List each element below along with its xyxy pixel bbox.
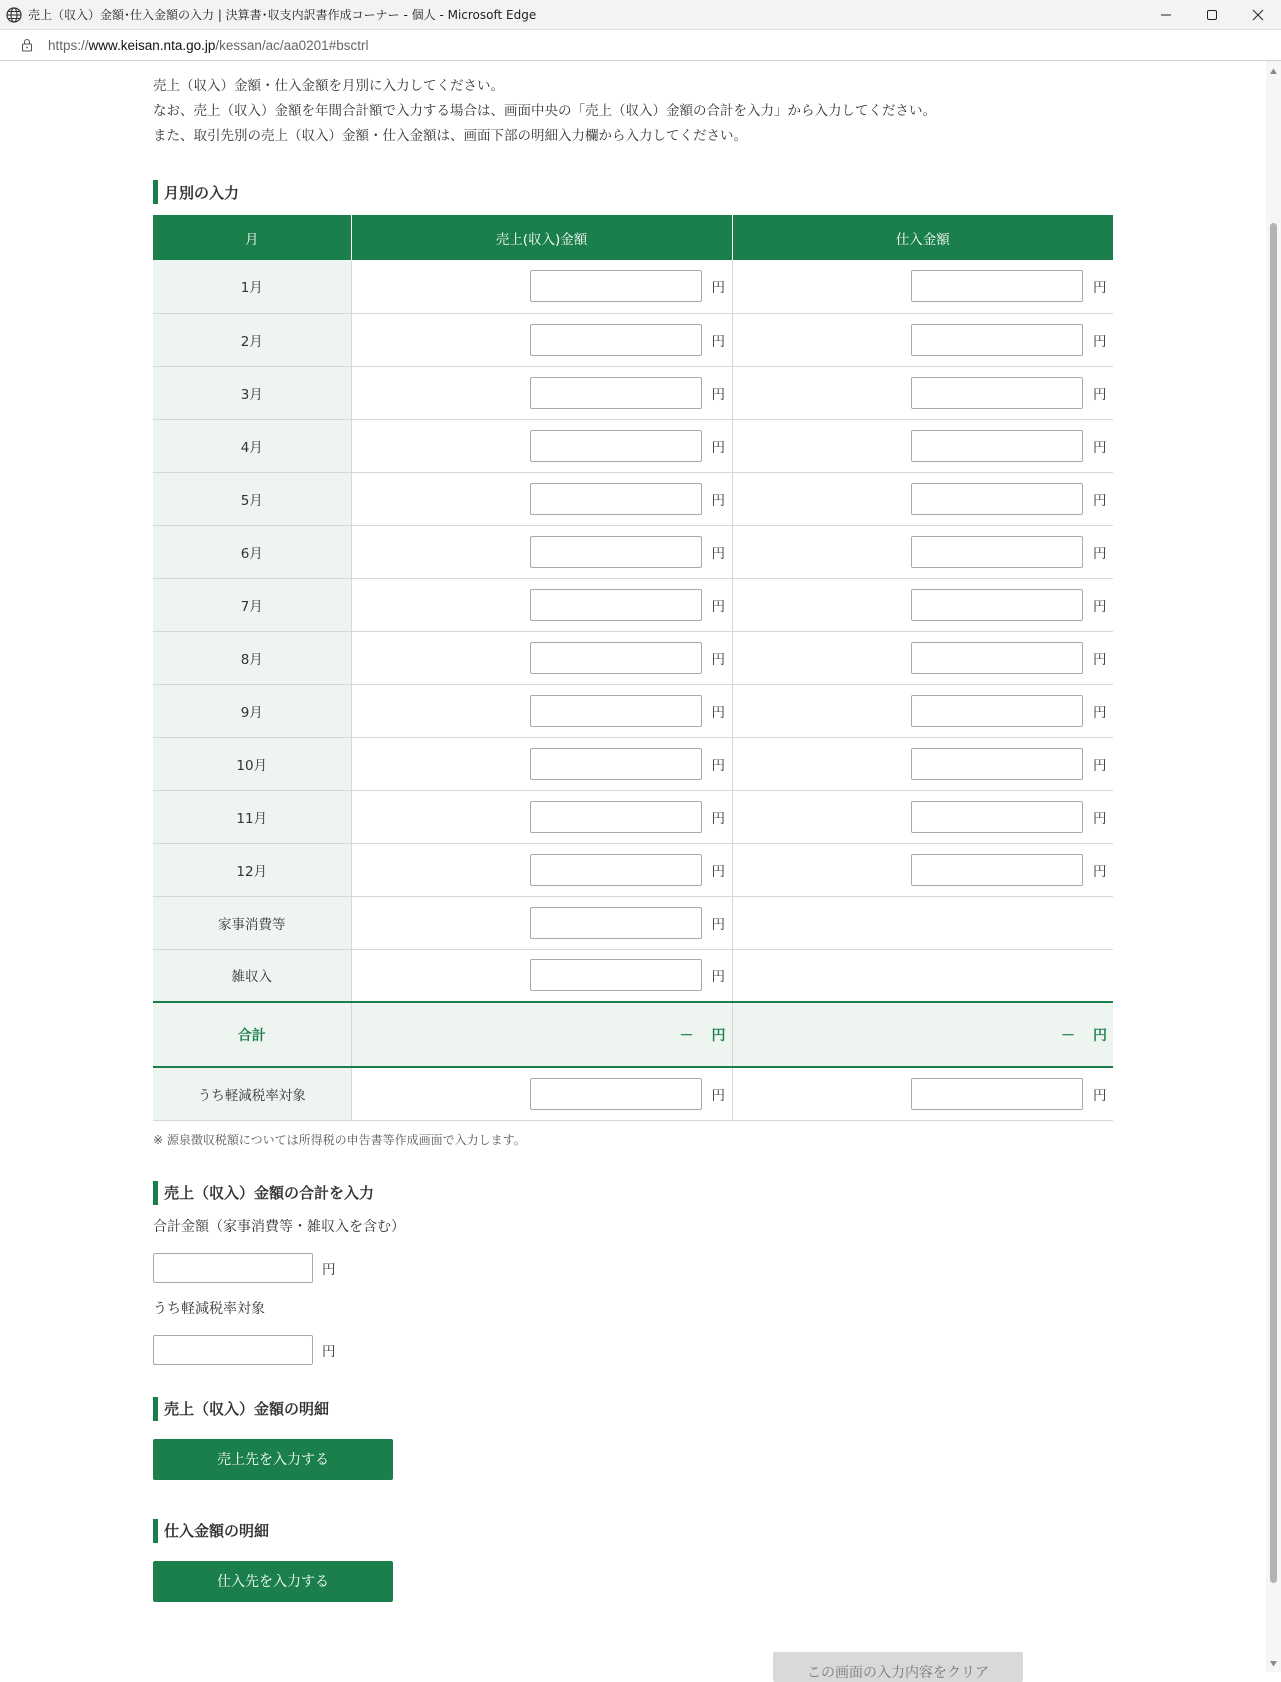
yen-unit: 円: [322, 1261, 336, 1278]
yen-unit: 円: [711, 916, 725, 933]
table-row: [153, 631, 1113, 684]
yen-unit: 円: [1093, 545, 1107, 562]
url-text[interactable]: [48, 38, 368, 53]
reduced-sales-input[interactable]: [530, 1078, 702, 1110]
total-amount-field: [153, 1253, 1113, 1283]
reduced-total-field: [153, 1335, 1113, 1365]
month-label: 2月: [153, 313, 351, 366]
sales-amount-input[interactable]: [530, 483, 702, 515]
reduced-sales-cell: [351, 1067, 732, 1120]
sales-amount-input[interactable]: [530, 324, 702, 356]
month-label: 8月: [153, 631, 351, 684]
table-row: [153, 313, 1113, 366]
purchase-amount-input[interactable]: [911, 536, 1083, 568]
month-label: 4月: [153, 419, 351, 472]
column-header-month: 月: [153, 215, 351, 260]
month-label: 9月: [153, 684, 351, 737]
yen-unit: 円: [1093, 280, 1107, 297]
intro-line-1: 売上（収入）金額・仕入金額を月別に入力してください。: [153, 78, 504, 94]
yen-unit: 円: [1093, 651, 1107, 668]
yen-unit: 円: [711, 969, 725, 986]
sales-cell: [351, 313, 732, 366]
url-host: www.keisan.nta.go.jp: [88, 37, 216, 53]
heading-accent-bar: [153, 1397, 158, 1421]
reduced-purchase-input[interactable]: [911, 1078, 1083, 1110]
scroll-up-icon[interactable]: [1269, 67, 1278, 76]
yen-unit: 円: [711, 280, 725, 297]
minimize-icon: [1160, 9, 1172, 21]
yen-unit: 円: [1093, 704, 1107, 721]
table-header-row: [153, 215, 1113, 260]
purchase-amount-input[interactable]: [911, 589, 1083, 621]
heading-accent-bar: [153, 1181, 158, 1205]
section-heading-sales-total: [153, 1181, 1113, 1205]
intro-text: [153, 74, 1113, 149]
sales-amount-input[interactable]: [530, 430, 702, 462]
purchase-cell: [732, 843, 1113, 896]
sales-amount-input[interactable]: [530, 642, 702, 674]
sales-cell: [351, 949, 732, 1002]
purchase-cell: [732, 525, 1113, 578]
yen-unit: 円: [1093, 492, 1107, 509]
sales-total-value: －: [679, 1027, 694, 1044]
reduced-purchase-cell: [732, 1067, 1113, 1120]
reduced-total-input[interactable]: [153, 1335, 313, 1365]
purchase-cell: [732, 631, 1113, 684]
maximize-icon: [1206, 9, 1218, 21]
purchase-cell: [732, 737, 1113, 790]
scroll-down-icon[interactable]: [1269, 1659, 1278, 1668]
table-row: [153, 472, 1113, 525]
column-header-sales: 売上(収入)金額: [351, 215, 732, 260]
month-label: 家事消費等: [153, 896, 351, 949]
yen-unit: 円: [711, 439, 725, 456]
month-label: 雑収入: [153, 949, 351, 1002]
month-label: 3月: [153, 366, 351, 419]
section-heading-monthly: [153, 180, 1113, 204]
sales-amount-input[interactable]: [530, 589, 702, 621]
purchase-amount-input[interactable]: [911, 748, 1083, 780]
yen-unit: 円: [1093, 333, 1107, 350]
purchase-cell: [732, 366, 1113, 419]
yen-unit: 円: [1093, 386, 1107, 403]
maximize-button[interactable]: [1189, 0, 1235, 30]
month-label: 7月: [153, 578, 351, 631]
purchase-cell: [732, 313, 1113, 366]
yen-unit: 円: [711, 333, 725, 350]
yen-unit: 円: [711, 492, 725, 509]
purchase-amount-input[interactable]: [911, 430, 1083, 462]
table-row: [153, 737, 1113, 790]
yen-unit: 円: [711, 651, 725, 668]
sales-cell: [351, 525, 732, 578]
purchase-cell: [732, 260, 1113, 313]
table-row: [153, 419, 1113, 472]
yen-unit: 円: [1093, 598, 1107, 615]
total-label: 合計: [153, 1002, 351, 1067]
sales-cell: [351, 472, 732, 525]
reduced-tax-label: うち軽減税率対象: [153, 1067, 351, 1120]
clear-inputs-button[interactable]: この画面の入力内容をクリア: [773, 1652, 1023, 1682]
section-heading-purchase-detail: [153, 1519, 1113, 1543]
sales-amount-input[interactable]: [530, 801, 702, 833]
purchase-cell: [732, 419, 1113, 472]
sales-cell: [351, 843, 732, 896]
withholding-note: ※ 源泉徴収税額については所得税の申告書等作成画面で入力します。: [153, 1132, 526, 1147]
yen-unit: 円: [1093, 810, 1107, 827]
table-row: [153, 578, 1113, 631]
url-scheme: https://: [48, 37, 89, 53]
table-row: [153, 896, 1113, 949]
reduced-tax-row: [153, 1067, 1113, 1120]
yen-unit: 円: [1093, 757, 1107, 774]
monthly-table: [153, 215, 1113, 1121]
sales-cell: [351, 366, 732, 419]
sales-total-cell: [351, 1002, 732, 1067]
total-amount-input[interactable]: [153, 1253, 313, 1283]
sales-amount-input[interactable]: [530, 695, 702, 727]
url-path: /kessan/ac/aa0201#bsctrl: [215, 37, 369, 53]
sales-cell: [351, 790, 732, 843]
sales-amount-input[interactable]: [530, 377, 702, 409]
sales-cell: [351, 419, 732, 472]
sales-cell: [351, 896, 732, 949]
table-row: [153, 684, 1113, 737]
yen-unit: 円: [1093, 439, 1107, 456]
sales-cell: [351, 578, 732, 631]
yen-unit: 円: [711, 1087, 725, 1104]
scrollbar-thumb[interactable]: [1270, 223, 1277, 1583]
purchase-amount-input[interactable]: [911, 801, 1083, 833]
heading-text: 売上（収入）金額の明細: [164, 1400, 330, 1418]
intro-line-2: なお、売上（収入）金額を年間合計額で入力する場合は、画面中央の「売上（収入）金額の合計を入力」から入力してください。: [153, 103, 936, 119]
month-label: 5月: [153, 472, 351, 525]
purchase-cell: [732, 949, 1113, 1002]
sales-cell: [351, 631, 732, 684]
purchase-amount-input[interactable]: [911, 270, 1083, 302]
purchase-total-cell: [732, 1002, 1113, 1067]
sales-cell: [351, 260, 732, 313]
yen-unit: 円: [1093, 1087, 1107, 1104]
intro-line-3: また、取引先別の売上（収入）金額・仕入金額は、画面下部の明細入力欄から入力してください。: [153, 128, 747, 144]
yen-unit: 円: [711, 863, 725, 880]
sales-amount-input[interactable]: [530, 959, 702, 991]
yen-unit: 円: [711, 545, 725, 562]
yen-unit: 円: [322, 1343, 336, 1360]
yen-unit: 円: [711, 704, 725, 721]
reduced-total-label: うち軽減税率対象: [153, 1300, 265, 1317]
yen-unit: 円: [711, 810, 725, 827]
sales-amount-input[interactable]: [530, 748, 702, 780]
table-row: [153, 260, 1113, 313]
table-row: [153, 790, 1113, 843]
enter-suppliers-button[interactable]: 仕入先を入力する: [153, 1561, 393, 1602]
total-amount-label: 合計金額（家事消費等・雑収入を含む）: [153, 1218, 405, 1235]
address-bar[interactable]: [0, 30, 1281, 61]
lock-icon[interactable]: [20, 38, 34, 52]
purchase-amount-input[interactable]: [911, 642, 1083, 674]
yen-unit: 円: [711, 386, 725, 403]
globe-icon: [6, 7, 22, 23]
sales-cell: [351, 684, 732, 737]
month-label: 6月: [153, 525, 351, 578]
yen-unit: 円: [711, 757, 725, 774]
close-icon: [1252, 9, 1264, 21]
sales-cell: [351, 737, 732, 790]
purchase-amount-input[interactable]: [911, 483, 1083, 515]
table-row: [153, 949, 1113, 1002]
purchase-cell: [732, 684, 1113, 737]
heading-accent-bar: [153, 180, 158, 204]
purchase-cell: [732, 472, 1113, 525]
purchase-amount-input[interactable]: [911, 854, 1083, 886]
table-row: [153, 366, 1113, 419]
yen-unit: 円: [1093, 863, 1107, 880]
purchase-amount-input[interactable]: [911, 695, 1083, 727]
purchase-cell: [732, 790, 1113, 843]
month-label: 11月: [153, 790, 351, 843]
month-label: 12月: [153, 843, 351, 896]
table-row: [153, 843, 1113, 896]
heading-text: 売上（収入）金額の合計を入力: [164, 1184, 375, 1202]
window-titlebar: [0, 0, 1281, 30]
purchase-total-value: －: [1061, 1027, 1075, 1044]
purchase-cell: [732, 896, 1113, 949]
month-label: 10月: [153, 737, 351, 790]
sales-amount-input[interactable]: [530, 536, 702, 568]
heading-text: 仕入金額の明細: [164, 1522, 270, 1540]
purchase-amount-input[interactable]: [911, 377, 1083, 409]
purchase-amount-input[interactable]: [911, 324, 1083, 356]
section-heading-sales-detail: [153, 1397, 1113, 1421]
enter-customers-button[interactable]: 売上先を入力する: [153, 1439, 393, 1480]
purchase-cell: [732, 578, 1113, 631]
vertical-scrollbar[interactable]: [1266, 61, 1281, 1672]
yen-unit: 円: [1093, 1027, 1107, 1044]
table-row: [153, 525, 1113, 578]
yen-unit: 円: [711, 1027, 726, 1044]
heading-text: 月別の入力: [164, 183, 240, 202]
close-button[interactable]: [1235, 0, 1281, 30]
month-label: 1月: [153, 260, 351, 313]
main-content: [153, 61, 1113, 1602]
minimize-button[interactable]: [1143, 0, 1189, 30]
heading-accent-bar: [153, 1519, 158, 1543]
sales-amount-input[interactable]: [530, 907, 702, 939]
yen-unit: 円: [711, 598, 725, 615]
sales-amount-input[interactable]: [530, 854, 702, 886]
window-title: 売上（収入）金額･仕入金額の入力 | 決算書･収支内訳書作成コーナー - 個人 - Microsoft Edge: [28, 8, 537, 22]
total-row: [153, 1002, 1113, 1067]
column-header-purchase: 仕入金額: [732, 215, 1113, 260]
sales-amount-input[interactable]: [530, 270, 702, 302]
